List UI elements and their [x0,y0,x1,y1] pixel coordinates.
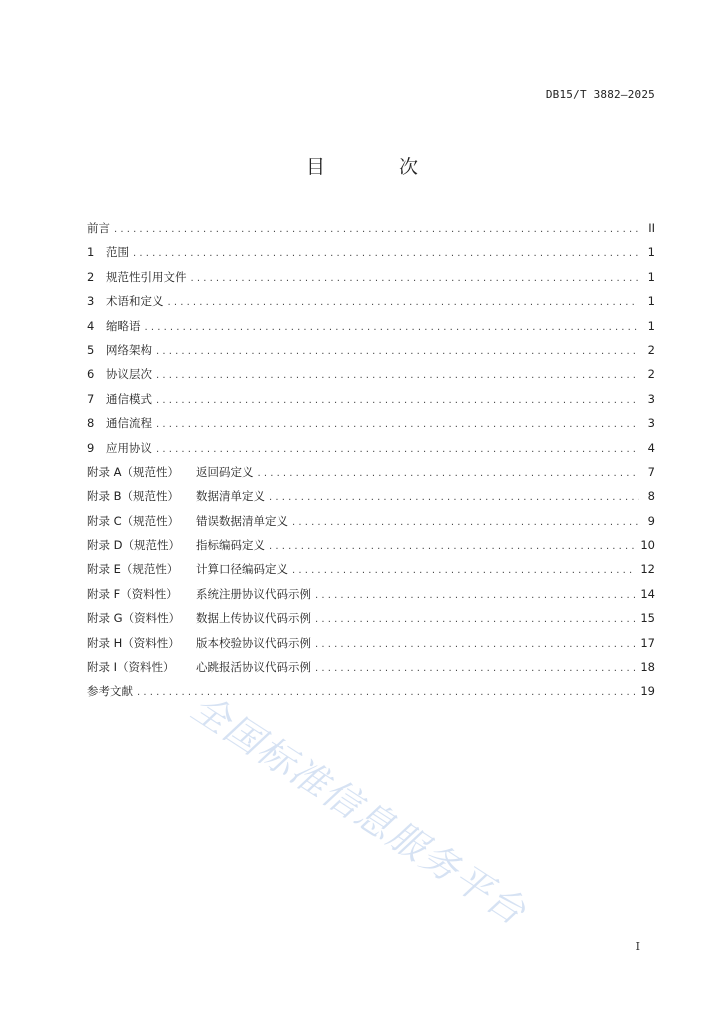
toc-entry-number: 2 [87,269,95,284]
toc-entry-number: 4 [87,318,95,333]
toc-entry-label-group [87,340,152,360]
toc-entry-label-group [87,267,187,287]
toc-entry[interactable] [87,462,655,486]
toc-entry-page: 8 [647,489,655,504]
toc-entry-annex-prefix: 附录 B（规范性） [87,489,180,504]
watermark: 全国标准信息服务平台 [183,685,535,935]
toc-entry-annex-prefix: 附录 D（规范性） [87,538,181,553]
toc-entry-page: 7 [647,464,655,479]
toc-leader-dots [168,293,640,313]
toc-entry-title: 版本校验协议代码示例 [196,635,311,650]
toc-entry-page: 9 [647,513,655,528]
toc-leader-dots [137,683,636,703]
toc-entry-number: 7 [87,391,95,406]
toc-leader-dots [269,537,636,557]
toc-entry-page: 1 [647,318,655,333]
standard-code: DB15/T 3882—2025 [545,88,655,101]
toc-entry[interactable] [87,633,655,657]
toc-entry-label-group [87,681,133,701]
toc-entry-title: 范围 [106,245,129,260]
toc-entry[interactable] [87,267,655,291]
toc-leader-dots [292,513,639,533]
toc-entry-page: II [648,221,655,235]
toc-entry-annex-prefix: 附录 E（规范性） [87,562,179,577]
toc-entry-title: 规范性引用文件 [106,269,187,284]
toc-title: 目 次 [305,156,453,178]
toc-leader-dots [156,342,639,362]
toc-entry-annex-prefix: 附录 I（资料性） [87,660,175,675]
toc-entry-page: 4 [647,440,655,455]
toc-entry[interactable] [87,559,655,583]
toc-entry-label-group [87,535,265,555]
toc-entry[interactable] [87,218,655,242]
toc-leader-dots [269,488,639,508]
toc-entry-page: 12 [640,562,655,577]
toc-entry[interactable] [87,242,655,266]
toc-leader-dots [315,635,636,655]
toc-entry-label-group [87,633,311,653]
toc-entry-page: 1 [647,294,655,309]
toc-entry-page: 1 [647,245,655,260]
toc-entry-annex-prefix: 附录 C（规范性） [87,513,180,528]
toc-entry-number: 3 [87,294,95,309]
toc-leader-dots [258,464,640,484]
toc-entry[interactable] [87,316,655,340]
toc-entry-title: 计算口径编码定义 [196,562,288,577]
toc-entry-label-group [87,291,164,311]
toc-entry[interactable] [87,340,655,364]
toc-leader-dots [133,244,639,264]
toc-entry-annex-prefix: 附录 A（规范性） [87,464,180,479]
toc-entry-title: 通信流程 [106,416,152,431]
toc-entry-page: 3 [647,416,655,431]
toc-entry-title: 通信模式 [106,391,152,406]
toc-entry[interactable] [87,657,655,681]
toc-entry-number: 8 [87,416,95,431]
toc-entry-annex-prefix: 附录 H（资料性） [87,635,180,650]
toc-entry-label-group [87,657,311,677]
toc-entry-title: 协议层次 [106,367,152,382]
toc-entry-title: 缩略语 [106,318,141,333]
toc-entry-page: 3 [647,391,655,406]
toc-entry-page: 2 [647,342,655,357]
toc-entry[interactable] [87,291,655,315]
toc-entry-page: 15 [640,611,655,626]
toc-leader-dots [156,415,639,435]
toc-entry[interactable] [87,584,655,608]
toc-entry-title: 术语和定义 [106,294,164,309]
toc-entry-label-group [87,462,254,482]
toc-leader-dots [114,220,639,240]
toc-entry-title: 系统注册协议代码示例 [196,586,311,601]
toc-entry-annex-prefix: 附录 F（资料性） [87,586,178,601]
toc-entry[interactable] [87,389,655,413]
toc-entry-number: 9 [87,440,95,455]
toc-entry-label-group [87,242,129,262]
toc-entry-page: 17 [640,635,655,650]
toc-entry-page: 19 [640,684,655,699]
toc-entry-title: 网络架构 [106,342,152,357]
toc-entry-title: 数据上传协议代码示例 [196,611,311,626]
toc-leader-dots [292,561,636,581]
toc-entry[interactable] [87,413,655,437]
toc-leader-dots [191,269,640,289]
toc-leader-dots [156,366,639,386]
toc-entry-title: 心跳报活协议代码示例 [196,660,311,675]
toc-entry-number: 6 [87,367,95,382]
toc-entry-title: 指标编码定义 [196,538,265,553]
toc-entry-title: 参考文献 [87,684,133,699]
table-of-contents [87,218,655,706]
toc-entry-label-group [87,511,288,531]
toc-entry-label-group [87,584,311,604]
toc-entry[interactable] [87,681,655,705]
toc-entry-title: 错误数据清单定义 [196,513,288,528]
toc-leader-dots [315,610,636,630]
toc-entry-label-group [87,559,288,579]
toc-leader-dots [156,440,639,460]
toc-entry-label-group [87,608,311,628]
toc-leader-dots [315,659,636,679]
toc-entry[interactable] [87,364,655,388]
toc-entry-page: 10 [640,538,655,553]
toc-entry-annex-prefix: 附录 G（资料性） [87,611,181,626]
toc-entry[interactable] [87,608,655,632]
toc-entry-page: 14 [640,586,655,601]
toc-entry-title: 前言 [87,221,110,235]
toc-entry-label-group [87,218,110,238]
toc-entry[interactable] [87,486,655,510]
toc-entry[interactable] [87,535,655,559]
toc-leader-dots [145,318,640,338]
toc-entry-page: 18 [640,660,655,675]
page-number: I [635,940,640,953]
toc-leader-dots [315,586,636,606]
toc-entry-title: 数据清单定义 [196,489,265,504]
toc-entry-label-group [87,486,265,506]
toc-entry-title: 应用协议 [106,440,152,455]
toc-entry-number: 1 [87,245,95,260]
toc-leader-dots [156,391,639,411]
toc-entry[interactable] [87,438,655,462]
toc-entry-title: 返回码定义 [196,464,254,479]
toc-entry-label-group [87,413,152,433]
toc-entry-label-group [87,438,152,458]
toc-entry-number: 5 [87,342,95,357]
toc-entry-label-group [87,389,152,409]
toc-entry-page: 2 [647,367,655,382]
toc-entry[interactable] [87,511,655,535]
toc-entry-label-group [87,364,152,384]
toc-entry-label-group [87,316,141,336]
toc-entry-page: 1 [647,269,655,284]
